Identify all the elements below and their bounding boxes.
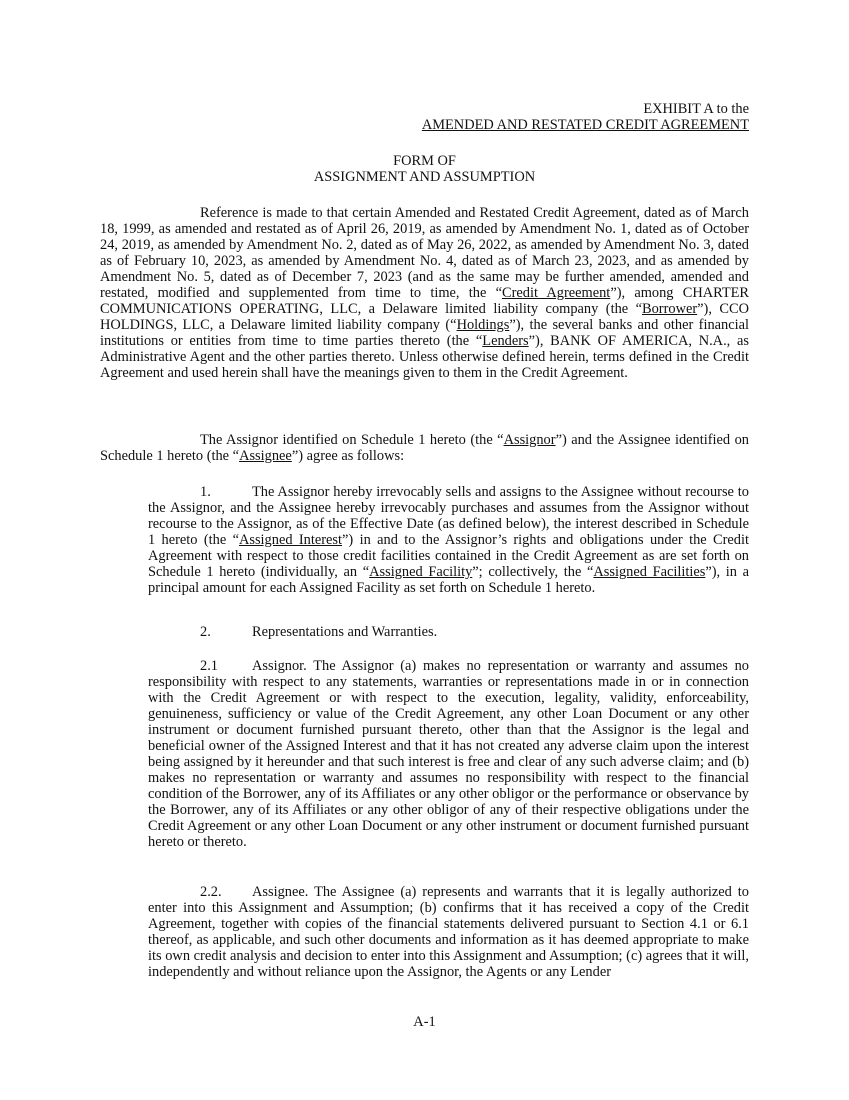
- page-number: A-1: [413, 1014, 436, 1030]
- intro-paragraph: Reference is made to that certain Amended and Restated Credit Agreement, dated as of March 18, 1999, as amended and restated as of April 26, 2019, as amended by Amendment No. 1, dated as of October 24, 2019, as amended by Amendment No. 2, dated as of May 26, 2022, as amended by Amendment No. 3, dated as of February 10, 2023, as amended by Amendment No. 4, dated as of March 23, 2023, and as amended by Amendment No. 5, dated as of December 7, 2023 (and as the same may be further amended, amended and restated, modified and supplemented from time to time, the “Credit Agreement”), among CHARTER COMMUNICATIONS OPERATING, LLC, a Delaware limited liability company (the “Borrower”), CCO HOLDINGS, LLC, a Delaware limited liability company (“Holdings”), the several banks and other financial institutions or entities from time to time parties thereto (the “Lenders”), BANK OF AMERICA, N.A., as Administrative Agent and the other parties thereto. Unless otherwise defined herein, terms defined in the Credit Agreement and used herein shall have the meanings given to them in the Credit Agreement.: [100, 205, 750, 381]
- defined-term-assignor: Assignor: [503, 432, 556, 448]
- section-2-1-number: 2.1: [200, 658, 218, 674]
- section-2-1-paragraph: 2.1 Assignor. The Assignor (a) makes no representation or warranty and assumes no responsibility with respect to any statements, warranties or representations made in or in connection with the Credit Agreement or with respect to the execution, legality, validity, enforceability, genuineness, sufficiency or value of the Credit Agreement, any other Loan Document or any other instrument or document furnished pursuant thereto, other than that the Assignor is the legal and beneficial owner of the Assigned Interest and that it has not created any adverse claim upon the interest being assigned by it hereunder and that such interest is free and clear of any such adverse claim; and (b) makes no representation or warranty and assumes no responsibility with respect to the financial condition of the Borrower, any of its Affiliates or any other obligor or the performance or observance by the Borrower, any of its Affiliates or any other obligor of any of their respective obligations under the Credit Agreement or any other Loan Document or any other instrument or document furnished pursuant hereto or thereto.: [148, 658, 749, 850]
- section-2-2-number: 2.2.: [200, 884, 222, 900]
- defined-term-lenders: Lenders: [482, 333, 529, 349]
- defined-term-borrower: Borrower: [642, 301, 698, 317]
- defined-term-assignee: Assignee: [239, 448, 292, 464]
- title-line-2: ASSIGNMENT AND ASSUMPTION: [313, 169, 536, 185]
- exhibit-line: EXHIBIT A to the: [643, 101, 749, 117]
- section-2-number: 2.: [200, 624, 211, 640]
- section-2-2-paragraph: 2.2. Assignee. The Assignee (a) represents and warrants that it is legally authorized to enter into this Assignment and Assumption; (b) confirms that it has received a copy of the Credit Agreement, together with copies of the financial statements delivered pursuant to Section 4.1 or 6.1 thereof, as applicable, and such other documents and information as it has deemed appropriate to make its own credit analysis and decision to enter into this Assignment and Assumption; (c) agrees that it will, independently and without reliance upon the Assignor, the Agents or any Lender: [148, 884, 749, 980]
- parties-paragraph: The Assignor identified on Schedule 1 hereto (the “Assignor”) and the Assignee identified on Schedule 1 hereto (the “Assignee”) agree as follows:: [100, 432, 749, 464]
- defined-term-credit-agreement: Credit Agreement: [501, 285, 611, 301]
- defined-term-holdings: Holdings: [456, 317, 510, 333]
- defined-term-assigned-facilities: Assigned Facilities: [593, 564, 706, 580]
- agreement-title: AMENDED AND RESTATED CREDIT AGREEMENT: [421, 117, 749, 133]
- defined-term-assigned-interest: Assigned Interest: [238, 532, 343, 548]
- section-1-paragraph: 1. The Assignor hereby irrevocably sells and assigns to the Assignee without recourse to the Assignor, and the Assignee hereby irrevocably purchases and assumes from the Assignor without recourse to the Assignor, as of the Effective Date (as defined below), the interest described in Schedule 1 hereto (the “Assigned Interest”) in and to the Assignor’s rights and obligations under the Credit Agreement with respect to those credit facilities contained in the Credit Agreement as are set forth on Schedule 1 hereto (individually, an “Assigned Facility”; collectively, the “Assigned Facilities”), in a principal amount for each Assigned Facility as set forth on Schedule 1 hereto.: [148, 484, 749, 596]
- section-1-number: 1.: [200, 484, 211, 500]
- title-line-1: FORM OF: [393, 153, 456, 169]
- document-title: [0, 153, 849, 185]
- exhibit-header: [422, 101, 749, 133]
- section-2-heading: 2. Representations and Warranties.: [200, 624, 438, 640]
- defined-term-assigned-facility: Assigned Facility: [369, 564, 473, 580]
